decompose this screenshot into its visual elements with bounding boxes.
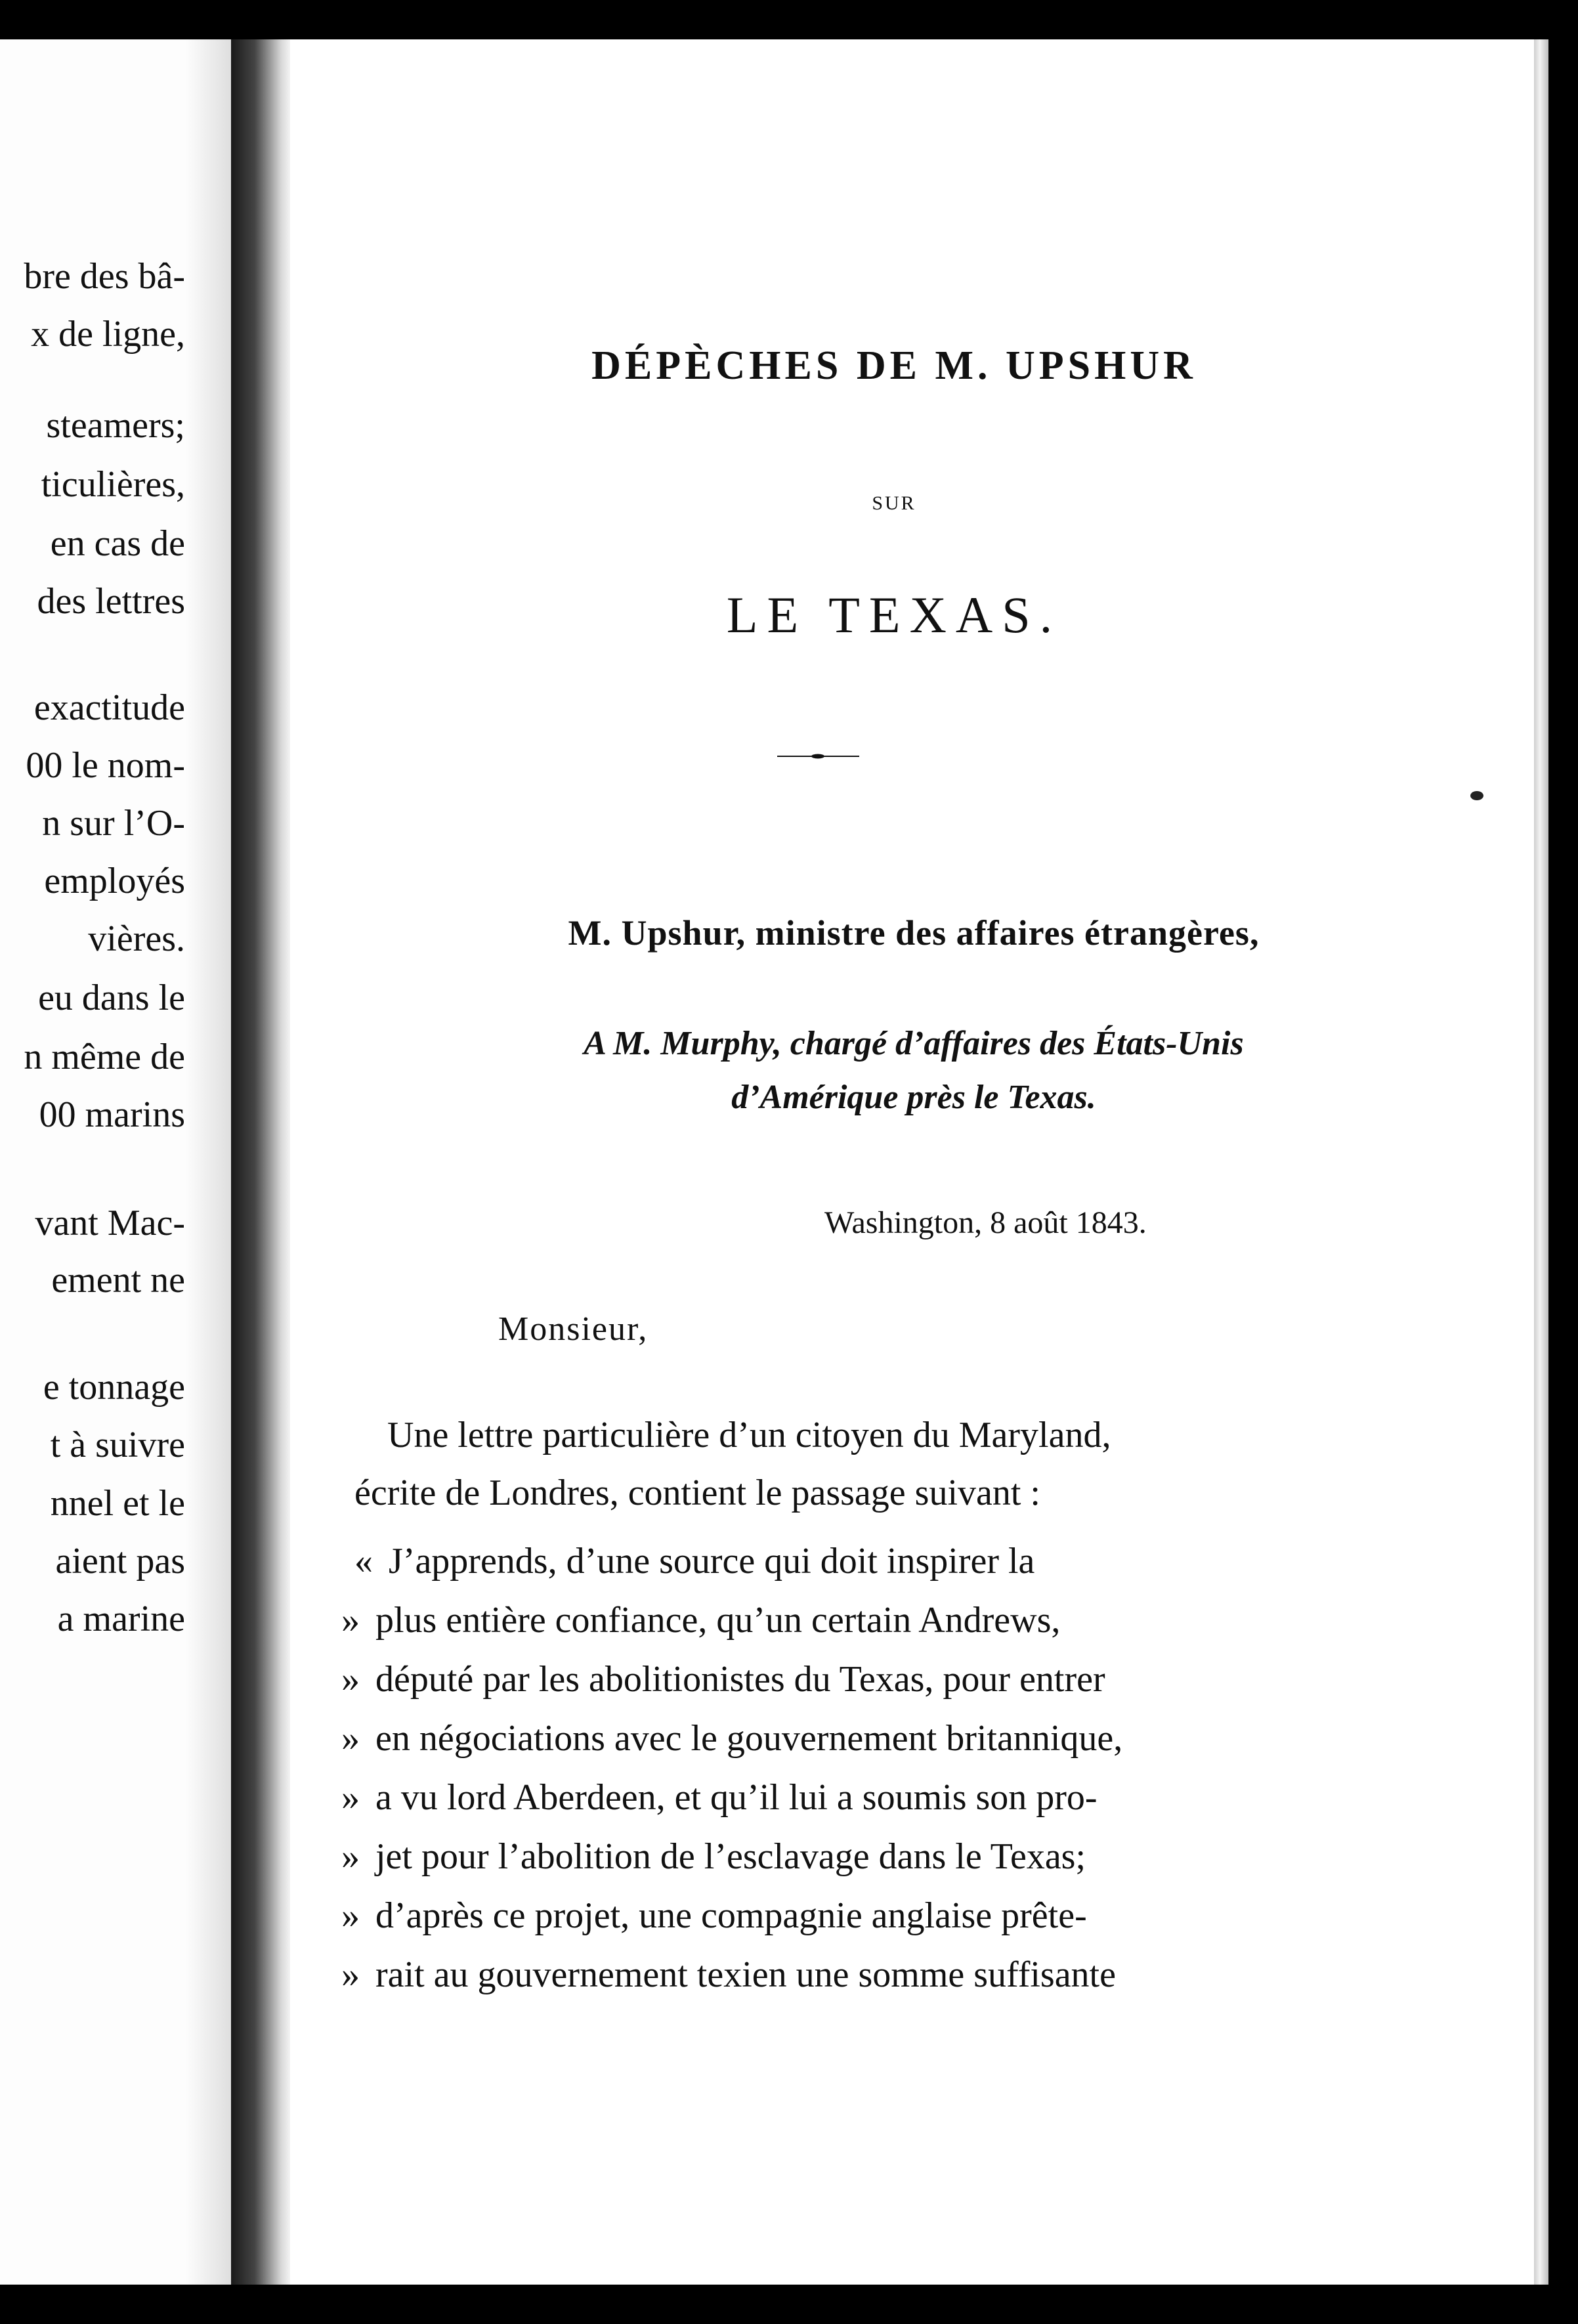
letter-dateline: Washington, 8 août 1843. xyxy=(824,1205,1147,1240)
left-page-line: eu dans le xyxy=(38,978,185,1018)
left-page-line: exactitude xyxy=(33,687,185,728)
right-page xyxy=(290,39,1534,2285)
left-page-line: nnel et le xyxy=(50,1483,185,1524)
book-gutter xyxy=(231,39,290,2285)
left-page-line: steamers; xyxy=(46,405,185,446)
ink-speck xyxy=(1470,791,1483,800)
left-page-line: vant Mac- xyxy=(35,1203,185,1243)
paragraph-line: Une lettre particulière d’un citoyen du Maryland, xyxy=(387,1415,1111,1455)
left-page-line: 00 marins xyxy=(39,1094,185,1135)
letter-recipient-line-1: A M. Murphy, chargé d’affaires des États-Unis xyxy=(584,1025,1244,1062)
quote-mark: » xyxy=(341,1600,360,1641)
left-facing-page xyxy=(0,39,231,2285)
quote-text: jet pour l’abolition de l’esclavage dans le Texas; xyxy=(375,1836,1086,1877)
left-page-line: employés xyxy=(44,861,185,901)
quote-line xyxy=(354,1543,1034,1580)
left-page-line: des lettres xyxy=(37,581,185,622)
quote-mark: » xyxy=(341,1836,360,1877)
left-page-line: x de ligne, xyxy=(31,314,185,355)
left-page-line: a marine xyxy=(57,1599,185,1639)
quote-text: en négociations avec le gouvernement britannique, xyxy=(375,1718,1123,1759)
letter-recipient-line-2: d’Amérique près le Texas. xyxy=(731,1079,1096,1116)
letter-salutation: Monsieur, xyxy=(498,1310,649,1348)
quote-mark: » xyxy=(341,1895,360,1936)
left-page-line: 00 le nom- xyxy=(26,745,185,786)
page-heading-sur: SUR xyxy=(872,492,916,514)
page-curve-shadow xyxy=(185,39,231,2285)
ornament-rule-icon xyxy=(777,754,859,759)
left-page-line: t à suivre xyxy=(50,1425,185,1465)
quote-text: d’après ce projet, une compagnie anglaise prête- xyxy=(375,1895,1087,1936)
left-page-line: e tonnage xyxy=(43,1367,185,1408)
quote-text: député par les abolitionistes du Texas, pour entrer xyxy=(375,1659,1105,1700)
left-page-line: n sur l’O- xyxy=(42,803,185,844)
quote-line xyxy=(341,1661,1105,1698)
quote-text: rait au gouvernement texien une somme suffisante xyxy=(375,1954,1116,1995)
page-heading: DÉPÈCHES DE M. UPSHUR xyxy=(591,343,1197,388)
left-page-line: ticulières, xyxy=(41,464,185,505)
quote-line xyxy=(341,1779,1098,1816)
quote-mark: « xyxy=(354,1541,373,1582)
quote-line xyxy=(341,1602,1060,1639)
quote-mark: » xyxy=(341,1954,360,1995)
quote-mark: » xyxy=(341,1659,360,1700)
quote-mark: » xyxy=(341,1718,360,1759)
left-page-line: vières. xyxy=(88,918,185,959)
quote-line xyxy=(341,1720,1122,1757)
left-page-line: bre des bâ- xyxy=(24,256,185,297)
left-page-line: en cas de xyxy=(50,523,185,564)
quote-mark: » xyxy=(341,1777,360,1818)
page-edge-stack xyxy=(1534,39,1548,2285)
page-heading-subject: LE TEXAS. xyxy=(726,586,1062,643)
quote-text: plus entière confiance, qu’un certain Andrews, xyxy=(375,1600,1061,1641)
quote-line xyxy=(341,1956,1116,1993)
letter-sender: M. Upshur, ministre des affaires étrangères, xyxy=(568,913,1260,953)
left-page-line: ement ne xyxy=(51,1260,185,1301)
quote-line xyxy=(341,1897,1087,1934)
quote-text: J’apprends, d’une source qui doit inspirer la xyxy=(389,1541,1035,1582)
quote-text: a vu lord Aberdeen, et qu’il lui a soumis son pro- xyxy=(375,1777,1098,1818)
left-page-line: n même de xyxy=(24,1037,185,1077)
left-page-line: aient pas xyxy=(55,1541,185,1582)
paragraph-line: écrite de Londres, contient le passage suivant : xyxy=(354,1473,1040,1513)
quote-line xyxy=(341,1838,1086,1875)
